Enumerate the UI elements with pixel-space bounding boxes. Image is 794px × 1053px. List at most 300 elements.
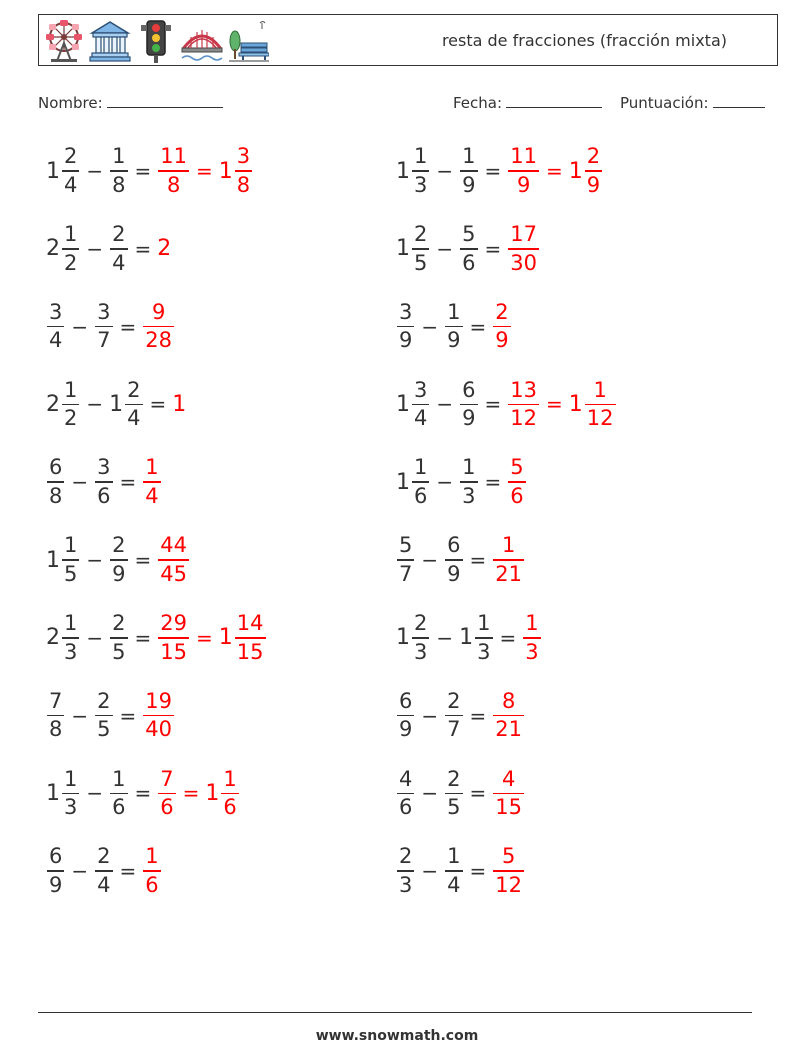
fraction xyxy=(397,846,414,896)
denominator: 3 xyxy=(477,639,491,664)
answer xyxy=(157,766,240,820)
whole-number: 2 xyxy=(46,391,60,417)
footer-url: www.snowmath.com xyxy=(315,1028,479,1044)
numerator: 3 xyxy=(236,144,251,169)
subtrahend xyxy=(459,224,478,274)
denominator: 5 xyxy=(447,795,461,820)
minuend xyxy=(396,377,430,431)
minus-sign: − xyxy=(86,392,104,417)
numerator: 29 xyxy=(160,611,188,636)
denominator: 8 xyxy=(49,483,63,508)
denominator: 12 xyxy=(586,406,614,431)
answer-equals-sign: = xyxy=(546,159,563,183)
answer-mixed-number xyxy=(205,766,239,820)
answer xyxy=(142,846,161,896)
minuend xyxy=(396,766,415,820)
fraction xyxy=(460,457,477,507)
denominator: 9 xyxy=(49,872,63,897)
denominator: 6 xyxy=(510,483,524,508)
denominator: 6 xyxy=(414,483,428,508)
denominator: 7 xyxy=(97,328,111,353)
numerator: 1 xyxy=(414,455,428,480)
fraction xyxy=(445,688,462,742)
fraction xyxy=(110,535,127,585)
problem-item xyxy=(396,214,540,284)
denominator: 5 xyxy=(97,717,111,742)
problem-item xyxy=(396,681,525,751)
whole-number: 1 xyxy=(205,780,220,806)
answer xyxy=(507,457,526,507)
minuend xyxy=(46,377,80,431)
denominator: 6 xyxy=(399,795,413,820)
numerator: 1 xyxy=(145,455,159,480)
whole-number: 1 xyxy=(396,391,410,417)
fraction xyxy=(445,846,462,896)
fraction xyxy=(397,299,414,353)
fraction xyxy=(460,224,477,274)
answer-fraction xyxy=(143,299,174,353)
numerator: 2 xyxy=(112,533,126,558)
minuend xyxy=(46,766,80,820)
answer-fraction xyxy=(158,146,189,196)
numerator: 2 xyxy=(97,844,111,869)
fraction xyxy=(95,457,112,507)
problem-item xyxy=(46,525,190,595)
answer-equals-sign: = xyxy=(546,392,563,417)
minus-sign: − xyxy=(86,236,104,261)
denominator: 6 xyxy=(112,795,126,820)
whole-number: 1 xyxy=(568,391,583,417)
subtrahend xyxy=(109,535,128,585)
answer-mixed-number xyxy=(219,146,253,196)
park-bench-icon xyxy=(227,19,269,63)
numerator: 1 xyxy=(525,611,539,636)
equals-sign: = xyxy=(484,236,502,261)
problem-item xyxy=(46,836,162,906)
whole-number: 1 xyxy=(46,547,60,573)
fraction xyxy=(412,224,429,274)
numerator: 6 xyxy=(462,377,476,402)
name-blank[interactable] xyxy=(107,93,223,108)
numerator: 2 xyxy=(414,222,428,247)
equals-sign: = xyxy=(119,470,137,495)
minus-sign: − xyxy=(436,236,454,261)
denominator: 6 xyxy=(160,795,174,820)
equals-sign: = xyxy=(134,781,152,806)
denominator: 7 xyxy=(447,717,461,742)
numerator: 2 xyxy=(112,222,126,247)
numerator: 1 xyxy=(447,299,461,324)
answer xyxy=(157,535,190,585)
name-field xyxy=(38,93,223,112)
minus-sign: − xyxy=(436,625,454,650)
fraction xyxy=(62,377,79,431)
fraction xyxy=(585,377,616,431)
minuend xyxy=(46,846,65,896)
answer-fraction xyxy=(158,613,189,663)
minus-sign: − xyxy=(436,470,454,495)
date-blank[interactable] xyxy=(506,93,602,108)
minus-sign: − xyxy=(421,781,439,806)
fraction xyxy=(47,457,64,507)
minus-sign: − xyxy=(421,703,439,728)
equals-sign: = xyxy=(484,470,502,495)
fraction xyxy=(445,766,462,820)
fraction xyxy=(110,766,127,820)
denominator: 15 xyxy=(495,795,523,820)
numerator: 2 xyxy=(112,611,126,636)
denominator: 5 xyxy=(64,561,78,586)
subtrahend xyxy=(459,457,478,507)
minuend xyxy=(396,224,430,274)
fraction xyxy=(475,613,492,663)
subtrahend xyxy=(444,766,463,820)
numerator: 13 xyxy=(510,377,538,402)
numerator: 19 xyxy=(145,688,173,713)
answer xyxy=(142,688,175,742)
minuend xyxy=(396,146,430,196)
denominator: 4 xyxy=(49,328,63,353)
fraction xyxy=(110,224,127,274)
equals-sign: = xyxy=(469,703,487,728)
numerator: 6 xyxy=(399,688,413,713)
numerator: 7 xyxy=(160,766,174,791)
subtrahend xyxy=(109,766,128,820)
subtrahend xyxy=(109,224,128,274)
numerator: 3 xyxy=(414,377,428,402)
fraction xyxy=(125,377,142,431)
answer xyxy=(157,236,171,261)
answer-fraction xyxy=(508,457,525,507)
denominator: 3 xyxy=(525,639,539,664)
answer-mixed-number xyxy=(568,377,617,431)
equals-sign: = xyxy=(119,703,137,728)
denominator: 5 xyxy=(112,639,126,664)
whole-number: 2 xyxy=(46,236,60,262)
whole-number: 1 xyxy=(568,158,583,184)
minus-sign: − xyxy=(86,159,104,183)
denominator: 2 xyxy=(64,406,78,431)
fraction xyxy=(445,299,462,353)
whole-number: 1 xyxy=(109,391,124,417)
minus-sign: − xyxy=(71,470,89,495)
date-field xyxy=(453,93,602,112)
numerator: 4 xyxy=(399,766,413,791)
numerator: 5 xyxy=(510,455,524,480)
fraction xyxy=(110,146,127,196)
subtrahend xyxy=(444,299,463,353)
denominator: 6 xyxy=(145,872,159,897)
denominator: 9 xyxy=(516,172,531,197)
numerator: 6 xyxy=(447,533,461,558)
header-icons xyxy=(43,19,269,63)
answer xyxy=(172,392,186,417)
score-label: Puntuación: xyxy=(620,94,709,112)
answer xyxy=(492,535,525,585)
denominator: 7 xyxy=(399,561,413,586)
problem-item xyxy=(46,681,175,751)
equals-sign: = xyxy=(149,392,167,417)
equals-sign: = xyxy=(119,859,137,884)
denominator: 4 xyxy=(64,172,78,197)
numerator: 2 xyxy=(586,144,601,169)
minus-sign: − xyxy=(86,548,104,572)
numerator: 17 xyxy=(510,222,538,247)
numerator: 1 xyxy=(462,144,476,169)
numerator: 2 xyxy=(97,688,111,713)
traffic-light-icon xyxy=(135,19,177,63)
equals-sign: = xyxy=(134,159,152,183)
numerator: 2 xyxy=(399,844,413,869)
fraction xyxy=(95,846,112,896)
denominator: 8 xyxy=(49,717,63,742)
fraction xyxy=(47,688,64,742)
denominator: 6 xyxy=(97,483,111,508)
fraction xyxy=(460,146,477,196)
denominator: 3 xyxy=(64,795,78,820)
minus-sign: − xyxy=(436,392,454,417)
date-label: Fecha: xyxy=(453,94,503,112)
numerator: 1 xyxy=(64,222,78,247)
problem-item xyxy=(46,369,186,439)
minuend xyxy=(46,613,80,663)
numerator: 14 xyxy=(236,611,264,636)
equals-sign: = xyxy=(469,314,487,339)
answer-fraction xyxy=(508,146,539,196)
fraction xyxy=(397,766,414,820)
problem-item xyxy=(396,603,542,673)
fraction xyxy=(412,457,429,507)
whole-number: 1 xyxy=(396,625,410,651)
fraction xyxy=(95,299,112,353)
answer-mixed-number xyxy=(569,146,603,196)
equals-sign: = xyxy=(469,781,487,806)
equals-sign: = xyxy=(499,625,517,650)
numerator: 2 xyxy=(495,299,509,324)
denominator: 4 xyxy=(127,406,141,431)
numerator: 1 xyxy=(462,455,476,480)
fraction xyxy=(62,613,79,663)
numerator: 3 xyxy=(97,299,111,324)
answer xyxy=(157,613,266,663)
numerator: 3 xyxy=(49,299,63,324)
denominator: 12 xyxy=(510,406,538,431)
answer xyxy=(142,299,175,353)
header-box xyxy=(38,14,778,66)
problem-item xyxy=(396,369,617,439)
numerator: 5 xyxy=(399,533,413,558)
subtrahend xyxy=(109,377,143,431)
answer-fraction xyxy=(143,846,160,896)
minuend xyxy=(396,688,415,742)
numerator: 4 xyxy=(501,766,516,791)
numerator: 1 xyxy=(64,377,78,402)
numerator: 5 xyxy=(462,222,476,247)
denominator: 3 xyxy=(414,172,428,197)
fraction xyxy=(221,766,238,820)
fraction xyxy=(397,688,414,742)
equals-sign: = xyxy=(134,548,152,572)
subtrahend xyxy=(459,146,478,196)
fraction xyxy=(47,846,64,896)
subtrahend xyxy=(94,846,113,896)
whole-number: 1 xyxy=(396,236,410,262)
answer-equals-sign: = xyxy=(196,159,213,183)
denominator: 9 xyxy=(399,328,413,353)
equals-sign: = xyxy=(484,392,502,417)
answer-fraction xyxy=(143,457,160,507)
fraction xyxy=(445,535,462,585)
denominator: 8 xyxy=(166,172,181,197)
equals-sign: = xyxy=(469,859,487,884)
denominator: 9 xyxy=(447,561,461,586)
subtrahend xyxy=(444,688,463,742)
equals-sign: = xyxy=(469,548,487,572)
answer-fraction xyxy=(143,688,174,742)
bridge-icon xyxy=(181,19,223,63)
answer-fraction xyxy=(493,688,524,742)
minus-sign: − xyxy=(71,703,89,728)
denominator: 21 xyxy=(495,717,523,742)
numerator: 2 xyxy=(414,611,428,636)
minuend xyxy=(46,535,80,585)
minuend xyxy=(46,224,80,274)
whole-number: 1 xyxy=(46,158,60,184)
numerator: 6 xyxy=(49,844,63,869)
problem-item xyxy=(46,603,267,673)
fraction xyxy=(235,146,252,196)
answer-equals-sign: = xyxy=(196,625,213,650)
minuend xyxy=(46,299,65,353)
denominator: 4 xyxy=(145,483,159,508)
minuend xyxy=(396,457,430,507)
denominator: 5 xyxy=(414,250,428,275)
answer-equals-sign: = xyxy=(182,781,200,806)
numerator: 1 xyxy=(145,844,159,869)
answer-integer: 2 xyxy=(157,236,172,262)
score-blank[interactable] xyxy=(713,93,765,108)
minuend xyxy=(46,146,80,196)
answer xyxy=(157,146,253,196)
denominator: 4 xyxy=(414,406,428,431)
answer xyxy=(142,457,161,507)
answer-integer: 1 xyxy=(172,391,187,417)
answer-fraction xyxy=(158,766,175,820)
numerator: 2 xyxy=(447,766,461,791)
denominator: 9 xyxy=(447,328,461,353)
numerator: 1 xyxy=(64,611,78,636)
numerator: 1 xyxy=(112,766,126,791)
denominator: 4 xyxy=(97,872,111,897)
whole-number: 1 xyxy=(218,625,233,651)
answer-fraction xyxy=(493,299,510,353)
minus-sign: − xyxy=(421,859,439,884)
answer-fraction xyxy=(523,613,540,663)
problem-item xyxy=(46,292,175,362)
denominator: 8 xyxy=(236,172,251,197)
denominator: 9 xyxy=(495,328,509,353)
numerator: 1 xyxy=(112,144,126,169)
minuend xyxy=(396,613,430,663)
numerator: 3 xyxy=(97,455,111,480)
denominator: 15 xyxy=(160,639,188,664)
fraction xyxy=(412,377,429,431)
numerator: 9 xyxy=(151,299,166,324)
equals-sign: = xyxy=(119,314,137,339)
minus-sign: − xyxy=(436,159,454,183)
footer-divider xyxy=(38,1012,752,1013)
equals-sign: = xyxy=(134,236,152,261)
fraction xyxy=(412,613,429,663)
numerator: 6 xyxy=(49,455,63,480)
museum-icon xyxy=(89,19,131,63)
fraction xyxy=(585,146,602,196)
denominator: 15 xyxy=(236,639,264,664)
numerator: 1 xyxy=(64,766,78,791)
whole-number: 1 xyxy=(396,469,410,495)
fraction xyxy=(62,766,79,820)
subtrahend xyxy=(109,613,128,663)
minus-sign: − xyxy=(421,314,439,339)
answer xyxy=(507,146,603,196)
whole-number: 1 xyxy=(218,158,233,184)
answer-fraction xyxy=(493,766,524,820)
equals-sign: = xyxy=(134,625,152,650)
numerator: 1 xyxy=(414,144,428,169)
numerator: 11 xyxy=(160,144,188,169)
answer xyxy=(507,377,616,431)
problem-item xyxy=(396,525,525,595)
answer-fraction xyxy=(508,224,539,274)
answer xyxy=(492,688,525,742)
denominator: 30 xyxy=(510,250,538,275)
problem-item xyxy=(46,758,240,828)
numerator: 44 xyxy=(160,533,188,558)
denominator: 3 xyxy=(462,483,476,508)
numerator: 2 xyxy=(64,144,78,169)
answer-mixed-number xyxy=(219,613,267,663)
ferris-wheel-icon xyxy=(43,19,85,63)
denominator: 2 xyxy=(64,250,78,275)
denominator: 40 xyxy=(145,717,173,742)
problem-item xyxy=(396,836,525,906)
subtrahend xyxy=(94,457,113,507)
denominator: 28 xyxy=(145,328,173,353)
minuend xyxy=(396,535,415,585)
denominator: 8 xyxy=(112,172,126,197)
score-field xyxy=(620,93,765,112)
fraction xyxy=(62,224,79,274)
fraction xyxy=(235,613,266,663)
fraction xyxy=(460,377,477,431)
numerator: 11 xyxy=(510,144,538,169)
denominator: 3 xyxy=(399,872,413,897)
denominator: 21 xyxy=(495,561,523,586)
fraction xyxy=(95,688,112,742)
denominator: 6 xyxy=(223,795,237,820)
denominator: 9 xyxy=(399,717,413,742)
whole-number: 1 xyxy=(396,158,410,184)
numerator: 8 xyxy=(501,688,516,713)
answer xyxy=(492,766,525,820)
minuend xyxy=(46,457,65,507)
subtrahend xyxy=(444,535,463,585)
fraction xyxy=(412,146,429,196)
minus-sign: − xyxy=(86,781,104,806)
numerator: 1 xyxy=(223,766,237,791)
denominator: 4 xyxy=(112,250,126,275)
numerator: 1 xyxy=(64,533,78,558)
